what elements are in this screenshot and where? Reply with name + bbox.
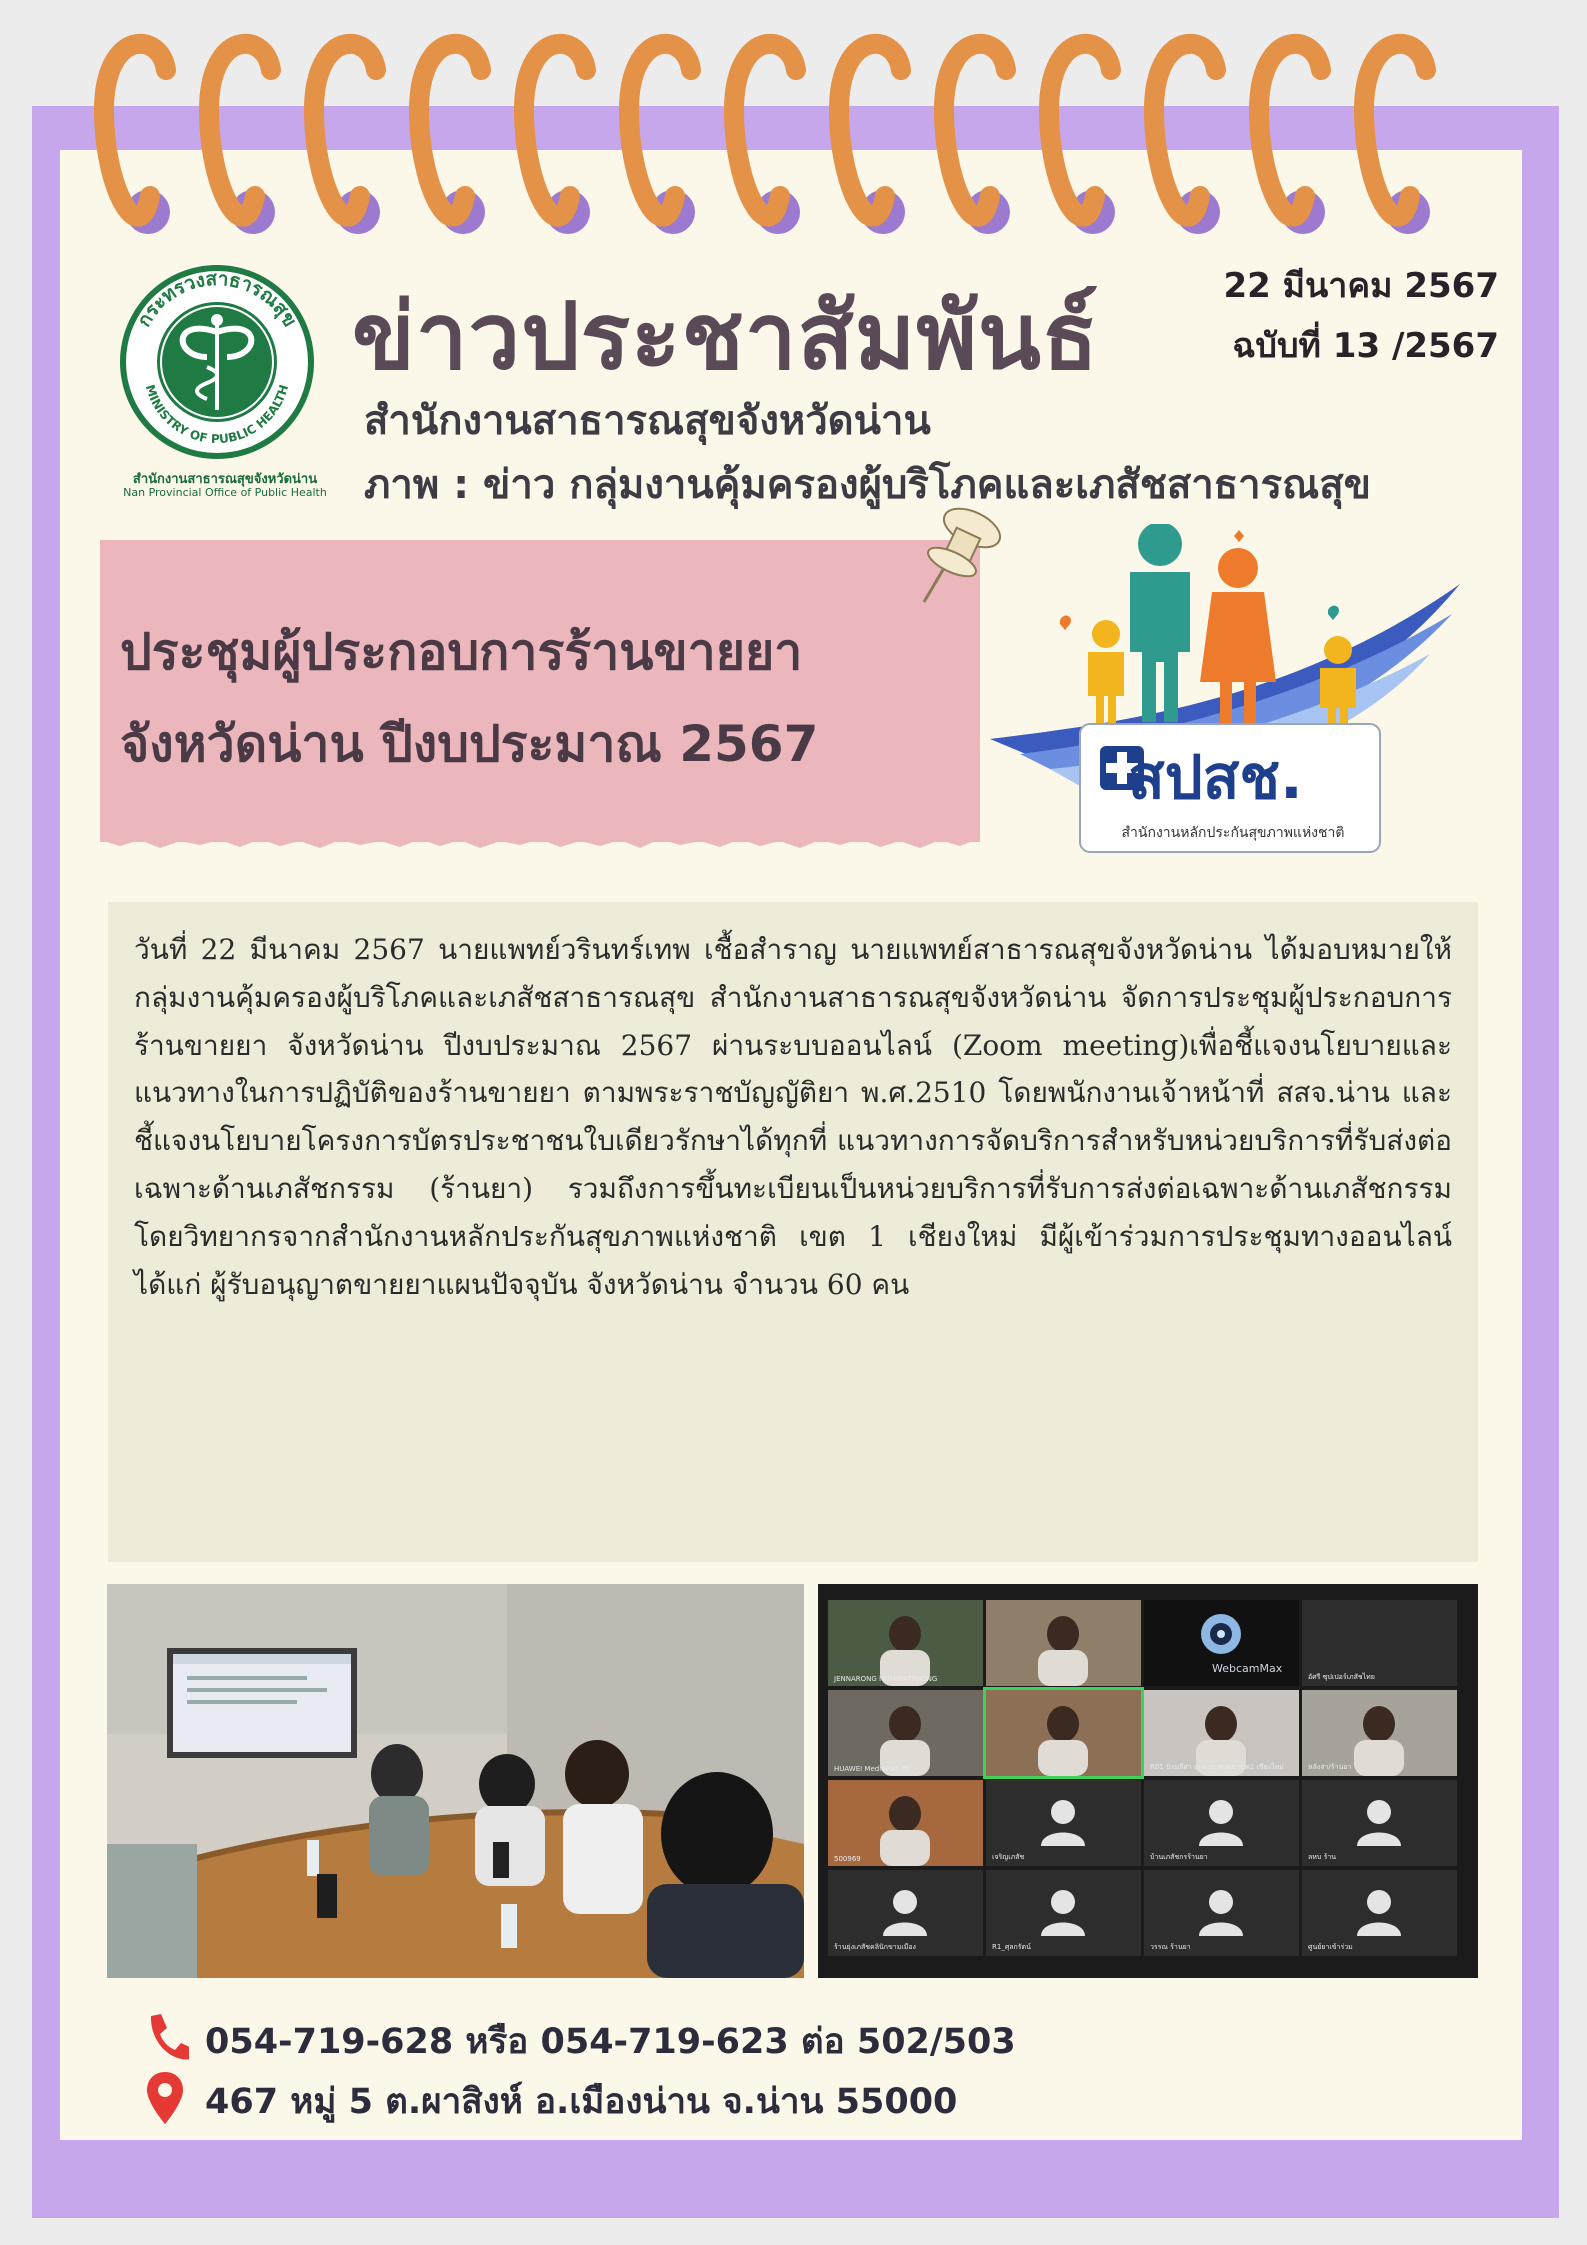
logo-ring-text-bottom: MINISTRY OF PUBLIC HEALTH [142,382,292,447]
binding-ring [1259,44,1321,217]
participant-tile [986,1870,1141,1956]
photo-credit: ภาพ : ข่าว กลุ่มงานคุ้มครองผู้บริโภคและเภสัชสาธารณสุข [364,462,1371,508]
binding-ring [419,44,481,217]
participant-name: HUAWEI MediaPad T5 [834,1765,910,1773]
participant-video [986,1600,1141,1686]
logo-caption-th: สำนักงานสาธารณสุขจังหวัดน่าน [132,472,318,487]
office-name: สำนักงานสาธารณสุขจังหวัดน่าน [364,398,931,444]
participant-name: บ้านเภสัชกรร้านยา [1150,1853,1208,1861]
participant-name: เจริญเภสัช [992,1853,1025,1861]
participant-tile [828,1870,983,1956]
zoom-meeting-screenshot [818,1584,1478,1978]
phone-icon [143,2012,189,2062]
participant-name: หลังสา/ร้านยา [1308,1763,1352,1771]
participant-video [828,1690,983,1776]
headline-line-2: จังหวัดน่าน ปีงบประมาณ 2567 [120,715,819,773]
binding-ring [524,44,586,217]
participant-tile [986,1600,1141,1686]
participant-name: R1_ศุลกรัตน์ [992,1943,1031,1951]
participant-name: วรรณ ร้านยา [1150,1943,1191,1951]
contact-address: 467 หมู่ 5 ต.ผาสิงห์ อ.เมืองน่าน จ.น่าน 55000 [205,2082,958,2122]
participant-tile [1302,1870,1457,1956]
participant-video [828,1600,983,1686]
headline [120,606,818,790]
moph-logo [112,262,332,466]
location-pin-icon [145,2070,185,2126]
webcam-brand: WebcamMax [1212,1662,1283,1675]
logo-caption-en: Nan Provincial Office of Public Health [123,486,327,499]
binding-ring [209,44,271,217]
nhso-name: สปสช. [1128,743,1303,813]
binding-ring [1049,44,1111,217]
issue-number: ฉบับที่ 13 /2567 [1232,326,1499,366]
article-body: วันที่ 22 มีนาคม 2567 นายแพทย์วรินทร์เทพ เชื้อสำราญ นายแพทย์สาธารณสุขจังหวัดน่าน ได้มอบหมายให้กลุ่มงานคุ้มครองผู้บริโภคและเภสัชสาธารณสุข สำนักงานสาธารณสุขจังหวัดน่าน จัดการประชุมผู้ประกอบการร้านขายยา จังหวัดน่าน ปีงบประมาณ 2567 ผ่านระบบออนไลน์ (Zoom meeting)เพื่อชี้แจงนโยบายและแนวทางในการปฏิบัติของร้านขายยา ตามพระราชบัญญัติยา พ.ศ.2510 โดยพนักงานเจ้าหน้าที่ สสจ.น่าน และชี้แจงนโยบายโครงการบัตรประชาชนใบเดียวรักษาได้ทุกที่ แนวทางการจัดบริการสำหรับหน่วยบริการที่รับส่งต่อเฉพาะด้านเภสัชกรรม (ร้านยา) รวมถึงการขึ้นทะเบียนเป็นหน่วยบริการที่รับการส่งต่อเฉพาะด้านเภสัชกรรม โดยวิทยากรจากสำนักงานหลักประกันสุขภาพแห่งชาติ เขต 1 เชียงใหม่ มีผู้เข้าร่วมการประชุมทางออนไลน์ ได้แก่ ผู้รับอนุญาตขายยาแผนปัจจุบัน จังหวัดน่าน จำนวน 60 คน [134,933,1452,1301]
participant-tile [1144,1780,1299,1866]
binding-ring [1154,44,1216,217]
participant-name: ศูนย์ยาเข้าร่วม [1308,1943,1353,1951]
binding-ring [944,44,1006,217]
participant-name: JENNARONG NITHINATPHONG [834,1675,938,1683]
svg-text:MINISTRY OF PUBLIC HEALTH [143,383,291,446]
participant-tile [828,1780,983,1866]
binding-ring [314,44,376,217]
participant-tile [1302,1600,1457,1686]
page-title: ข่าวประชาสัมพันธ์ [352,283,1100,390]
svg-text:กระทรวงสาธารณสุข [133,268,301,331]
participant-video [828,1780,983,1866]
participant-video [986,1690,1141,1776]
participant-tile [986,1780,1141,1866]
participant-tile [1144,1870,1299,1956]
meeting-room-photo [107,1584,804,1978]
participant-name: อัศรี ซุปเปอร์เภสัชไทย [1308,1673,1375,1681]
participant-name: 500969 [834,1855,861,1863]
headline-line-1: ประชุมผู้ประกอบการร้านขายยา [120,623,803,681]
participant-tile [1302,1780,1457,1866]
participant-name: ลหบ ร้าน [1308,1853,1337,1861]
participant-tile [1144,1600,1299,1686]
spiral-binding [0,0,1587,260]
participant-tile [828,1690,983,1776]
participant-name: ร้านยุ่งเภสัชคลินิกขามเมือง [834,1943,916,1951]
issue-date: 22 มีนาคม 2567 [1223,266,1499,306]
nhso-subtitle: สำนักงานหลักประกันสุขภาพแห่งชาติ [1121,825,1345,841]
participant-tile [1144,1690,1299,1776]
contact-phone: 054-719-628 หรือ 054-719-623 ต่อ 502/503 [205,2022,1016,2062]
participant-tile [828,1600,983,1686]
logo-ring-text-top: กระทรวงสาธารณสุข [132,267,302,331]
binding-ring [1364,44,1426,217]
participant-tile [1302,1690,1457,1776]
binding-ring [734,44,796,217]
binding-ring [629,44,691,217]
participant-name: R01 นิรมลีสา อุปนาม สปสช เขต1 เชียงใหม่ [1150,1763,1284,1771]
binding-ring [104,44,166,217]
participant-tile [986,1690,1141,1776]
banner-torn-edge [100,832,980,852]
binding-ring [839,44,901,217]
